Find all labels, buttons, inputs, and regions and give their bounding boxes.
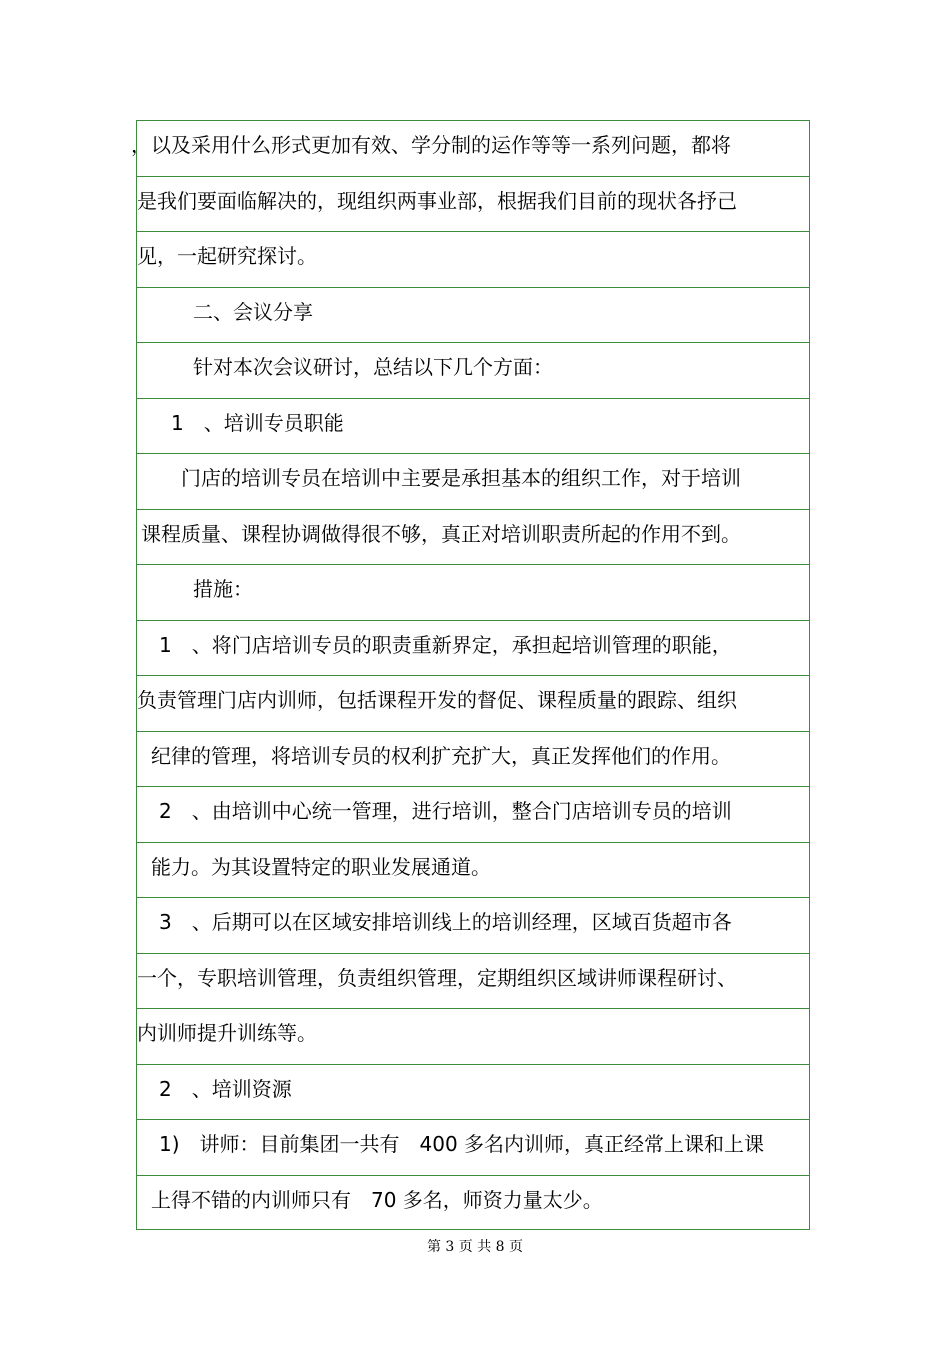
page-footer: 第 3 页 共 8 页: [426, 1239, 524, 1255]
line-text: 纪律的管理，将培训专员的权利扩充扩大，真正发挥他们的作用。: [151, 743, 731, 768]
text-line: [137, 954, 809, 1010]
text-line: [137, 399, 809, 455]
text-line: [137, 454, 809, 510]
text-line: [137, 177, 809, 233]
line-text: 一个，专职培训管理，负责组织管理，定期组织区域讲师课程研讨、: [137, 965, 737, 990]
line-text: 见，一起研究探讨。: [137, 244, 317, 268]
text-line: [137, 676, 809, 732]
text-line: [137, 288, 809, 344]
line-text: 针对本次会议研讨，总结以下几个方面：: [193, 355, 553, 379]
line-text: 3 、后期可以在区域安排培训线上的培训经理，区域百货超市各: [159, 910, 732, 934]
page-frame: [131, 120, 810, 1230]
text-line: [137, 621, 809, 677]
line-text: 2 、由培训中心统一管理，进行培训，整合门店培训专员的培训: [159, 799, 732, 823]
text-line: [137, 843, 809, 899]
line-text: 门店的培训专员在培训中主要是承担基本的组织工作，对于培训: [181, 466, 741, 490]
line-text: 负责管理门店内训师，包括课程开发的督促、课程质量的跟踪、组织: [137, 688, 737, 712]
line-text: 2 、培训资源: [159, 1076, 292, 1101]
text-line: [137, 1065, 809, 1121]
line-text: 内训师提升训练等。: [137, 1021, 317, 1045]
text-line: [137, 510, 809, 566]
line-text: 1) 讲师：目前集团一共有 400 多名内训师，真正经常上课和上课: [159, 1132, 765, 1156]
text-line: [137, 732, 809, 788]
text-line: [137, 232, 809, 288]
line-text: 1 、培训专员职能: [171, 410, 344, 435]
text-line: [137, 1009, 809, 1065]
line-text: 能力。为其设置特定的职业发展通道。: [151, 854, 491, 879]
line-text: 是我们要面临解决的，现组织两事业部，根据我们目前的现状各抒己: [137, 188, 737, 213]
text-line: [137, 787, 809, 843]
line-text: ，以及采用什么形式更加有效、学分制的运作等等一系列问题，都将: [131, 133, 731, 157]
line-text: 上得不错的内训师只有 70 多名，师资力量太少。: [151, 1187, 603, 1212]
text-line: [137, 1176, 809, 1232]
text-line: [131, 121, 809, 177]
line-text: 课程质量、课程协调做得很不够，真正对培训职责所起的作用不到。: [141, 521, 741, 546]
line-text: 1 、将门店培训专员的职责重新界定，承担起培训管理的职能，: [159, 632, 732, 657]
text-line: [137, 565, 809, 621]
text-line: [137, 343, 809, 399]
line-text: 措施：: [193, 577, 253, 601]
text-line: [137, 898, 809, 954]
text-line: [137, 1120, 809, 1176]
line-text: 二、会议分享: [193, 299, 313, 324]
